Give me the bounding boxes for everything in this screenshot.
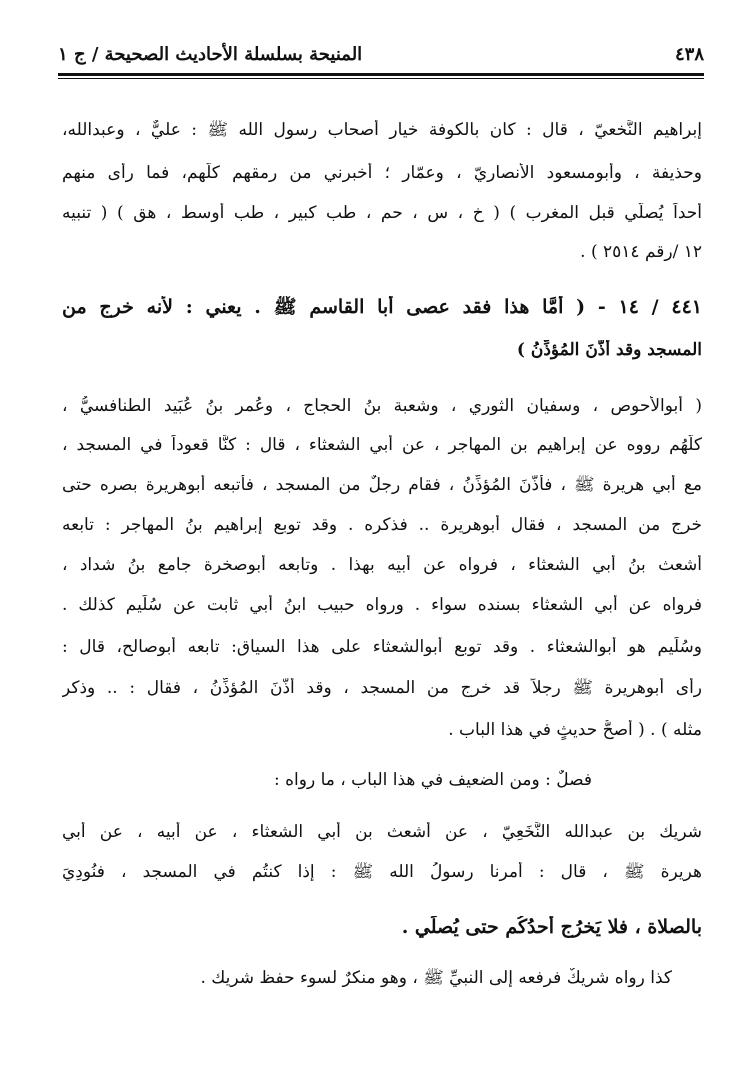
closing-remark: كذا رواه شريكٌ فرفعه إلى النبيِّ ﷺ ، وهو منكرٌ لسوء حفظ شريك . (200, 968, 672, 988)
text-line: وحذيفة ، وأبومسعود الأنصاريّ ، وعمّار ؛ أخبرني من رمقهم كلَّهم، فما رأى منهم (62, 163, 702, 183)
page-header (58, 38, 704, 70)
hadith-heading-cont: المسجد وقد أذَّنَ المُؤذِّنُ ) (516, 340, 702, 360)
text-line: شريك بن عبدالله النَّخَعِيّ ، عن أشعث بن أبي الشعثاء ، عن أبيه ، عن أبي (62, 822, 702, 842)
header-rule-thick (58, 73, 704, 76)
text-line: وسُلَيم هو أبوالشعثاء . وقد توبع أبوالشعثاء على هذا السياق: تابعه أبوصالح، قال : (62, 637, 702, 657)
book-title: المنيحة بسلسلة الأحاديث الصحيحة / ج ١ (58, 43, 363, 65)
text-line: خرج من المسجد ، فقال أبوهريرة .. فذكره . وقد توبع إبراهيم بنُ المهاجر : تابعه (62, 515, 702, 535)
text-line: ١٢ /رقم ٢٥١٤ ) . (580, 242, 702, 262)
header-rule-thin (58, 78, 704, 79)
text-line: إبراهيم النَّخعيّ ، قال : كان بالكوفة خيار أصحاب رسول الله ﷺ : عليٌّ ، وعبدالله، (62, 120, 702, 140)
text-line: مع أبي هريرة ﷺ ، فأذَّنَ المُؤذِّنُ ، فقام رجلٌ من المسجد ، فأتبعه أبوهريرة بصره حتى (62, 475, 702, 495)
text-line: مثله ) . ( أصحُّ حديثٍ في هذا الباب . (448, 720, 702, 740)
text-line: فرواه عن أبي الشعثاء بسنده سواء . ورواه حبيب ابنُ أبي ثابت عن سُلَيم كذلك . (62, 595, 702, 615)
hadith-heading: ٤٤١ / ١٤ - ( أَمَّا هذا فقد عصى أبا القاسم ﷺ . يعني : لأنه خرج من (62, 296, 702, 318)
text-line: ( أبوالأحوص ، وسفيان الثوري ، وشعبة بنُ الحجاج ، وعُمر بنُ عُبَيد الطنافسيُّ ، (62, 396, 702, 416)
text-line: كلُّهُم رووه عن إبراهيم بن المهاجر ، عن أبي الشعثاء ، قال : كنَّا قعوداً في المسجد ، (62, 435, 702, 455)
text-line: رأى أبوهريرة ﷺ رجلاً قد خرج من المسجد ، وقد أذَّنَ المُؤذِّنُ ، فقال : .. وذكر (62, 678, 702, 698)
page-number: ٤٣٨ (674, 43, 704, 65)
text-line: بالصلاة ، فلا يَخرُج أحدُكُم حتى يُصلِّي . (401, 916, 702, 938)
text-line: هريرة ﷺ ، قال : أمرنا رسولُ الله ﷺ : إذا كنتُم في المسجد ، فنُودِيَ (62, 862, 702, 882)
text-line: أشعث بنُ أبي الشعثاء ، فرواه عن أبيه بهذا . وتابعه أبوصخرة جامع بنُ شداد ، (62, 555, 702, 575)
section-heading: فصلٌ : ومن الضعيف في هذا الباب ، ما رواه : (273, 770, 592, 790)
text-line: أحداً يُصلّي قبل المغرب ) ( خ ، س ، حم ، طب كبير ، طب أوسط ، هق ) ( تنبيه (62, 203, 702, 223)
